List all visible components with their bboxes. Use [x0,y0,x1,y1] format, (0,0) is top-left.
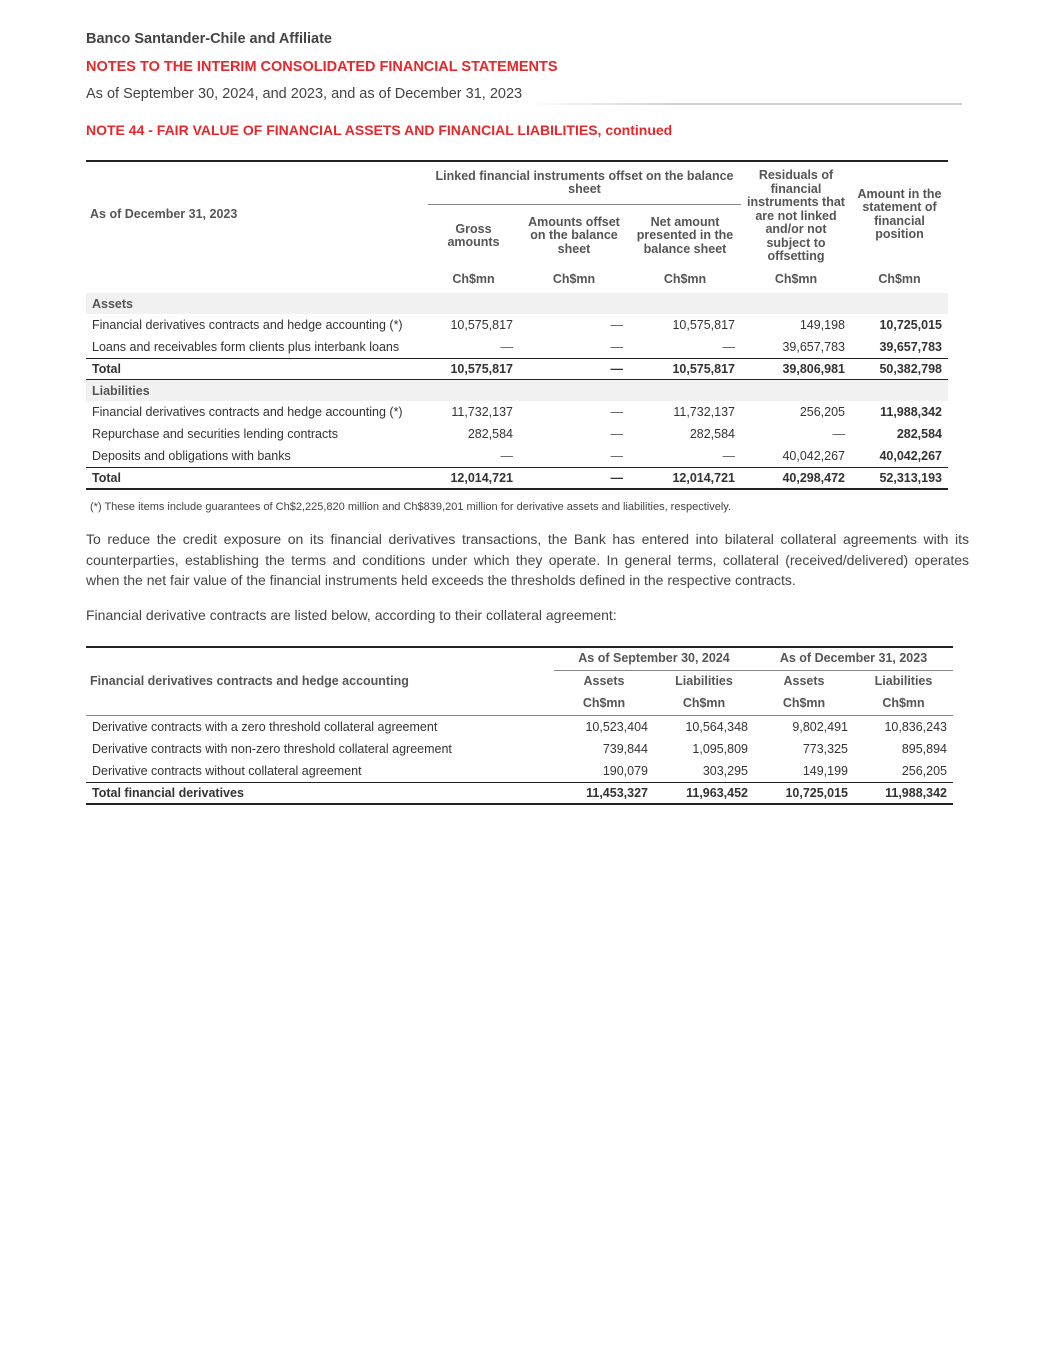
cell-assets-2023: 149,199 [802,764,848,778]
cell-assets-2023: 9,802,491 [792,720,848,734]
cell-net: 282,584 [689,427,735,441]
collateral-paragraph: To reduce the credit exposure on its financial derivatives transactions, the Bank has entered into bilateral collateral agreements with its counterparties, establishing the terms and conditions under which they operate. In general terms, collateral (received/delivered) operates when the net fair value of the financial instruments held exceeds the thresholds defined in the respective contracts. [86,531,969,588]
unit-label: Ch$mn [774,272,818,287]
cell-amount: 282,584 [896,427,942,441]
assets-total-row [86,359,948,380]
offset-table [86,160,948,490]
footnote: (*) These items include guarantees of Ch$2,225,820 million and Ch$839,201 million for derivative assets and liabilities, respectively. [90,501,731,513]
cell-offset: — [610,340,623,354]
section-label: Liabilities [86,380,428,402]
note-title: NOTE 44 - FAIR VALUE OF FINANCIAL ASSETS AND FINANCIAL LIABILITIES, continued [86,122,673,138]
table-row [86,314,948,336]
unit-label: Ch$mn [882,696,925,711]
cell-residual: 40,298,472 [741,468,851,490]
row-label: Financial derivatives contracts and hedge accounting (*) [92,318,403,332]
notes-title: NOTES TO THE INTERIM CONSOLIDATED FINANCIAL STATEMENTS [86,59,558,75]
cell-residual: 40,042,267 [782,449,845,463]
cell-liabilities-2023: 10,836,243 [884,720,947,734]
period-header-dec-2023: As of December 31, 2023 [754,647,953,671]
company-name: Banco Santander-Chile and Affiliate [86,31,332,47]
unit-label: Ch$mn [878,272,921,287]
col-net-header: Net amount presented in the balance sheet [636,214,734,256]
cell-amount: 10,725,015 [879,318,942,332]
row-label: Repurchase and securities lending contracts [92,427,338,441]
col-amount-header: Amount in the statement of financial position [857,186,942,241]
table-row [86,738,953,760]
col-assets-header: Assets [783,674,825,689]
row-label: Total financial derivatives [86,783,554,805]
cell-offset: — [610,405,623,419]
cell-assets-2023: 10,725,015 [754,783,854,805]
period-subtitle: As of September 30, 2024, and 2023, and as of December 31, 2023 [86,86,523,102]
table-row [86,445,948,468]
cell-amount: 50,382,798 [851,359,948,380]
table-row [86,423,948,445]
cell-offset: — [519,468,629,490]
cell-amount: 52,313,193 [851,468,948,490]
cell-gross: 12,014,721 [428,468,519,490]
cell-assets-2023: 773,325 [802,742,848,756]
cell-residual: 39,806,981 [741,359,851,380]
cell-net: 12,014,721 [629,468,741,490]
cell-offset: — [519,359,629,380]
offset-group-header: Linked financial instruments offset on the balance sheet [428,161,741,205]
cell-liabilities-2024: 11,963,452 [654,783,754,805]
cell-assets-2024: 190,079 [602,764,648,778]
col-liabilities-header: Liabilities [675,674,733,689]
col-residuals-header: Residuals of financial instruments that are not linked and/or not subject to offsetting [747,168,845,264]
cell-amount: 40,042,267 [879,449,942,463]
unit-label: Ch$mn [452,272,495,287]
cell-gross: 10,575,817 [428,359,519,380]
section-label: Assets [86,293,428,314]
cell-assets-2024: 739,844 [602,742,648,756]
cell-net: — [722,340,735,354]
col-offset-header: Amounts offset on the balance sheet [528,214,620,256]
row-label: Total [86,359,428,380]
row-label: Deposits and obligations with banks [92,449,291,463]
cell-liabilities-2023: 895,894 [901,742,947,756]
collateral-table-row-header: Financial derivatives contracts and hedge accounting [90,673,409,688]
row-label: Derivative contracts with non-zero threshold collateral agreement [92,742,452,756]
cell-liabilities-2023: 256,205 [901,764,947,778]
unit-label: Ch$mn [682,696,726,711]
row-label: Derivative contracts without collateral agreement [92,764,362,778]
cell-residual: — [832,427,845,441]
cell-gross: 11,732,137 [451,405,513,419]
cell-offset: — [610,449,623,463]
unit-label: Ch$mn [663,272,707,287]
table-row [86,401,948,423]
offset-table-row-header: As of December 31, 2023 [90,206,238,221]
cell-net: 10,575,817 [629,359,741,380]
cell-offset: — [610,318,623,332]
unit-label: Ch$mn [582,696,626,711]
cell-net: 11,732,137 [673,405,735,419]
liabilities-total-row [86,468,948,490]
table-row [86,760,953,783]
cell-residual: 256,205 [799,405,845,419]
cell-liabilities-2024: 1,095,809 [692,742,748,756]
cell-residual: 39,657,783 [782,340,845,354]
cell-residual: 149,198 [799,318,845,332]
collateral-table [86,646,953,805]
row-label: Loans and receivables form clients plus interbank loans [92,340,400,354]
cell-amount: 39,657,783 [879,340,942,354]
cell-amount: 11,988,342 [880,405,942,419]
cell-net: — [722,449,735,463]
col-liabilities-header: Liabilities [874,674,933,689]
cell-assets-2024: 10,523,404 [585,720,648,734]
cell-liabilities-2023: 11,988,342 [854,783,953,805]
header-divider [528,103,962,105]
liabilities-section-row [86,380,948,402]
cell-liabilities-2024: 10,564,348 [685,720,748,734]
cell-assets-2024: 11,453,327 [554,783,654,805]
table-row [86,336,948,359]
period-header-sep-2024: As of September 30, 2024 [554,647,754,671]
cell-gross: 282,584 [467,427,513,441]
assets-section-row [86,293,948,314]
cell-offset: — [610,427,623,441]
collateral-total-row [86,783,953,805]
collateral-intro: Financial derivative contracts are listed below, according to their collateral agreement: [86,607,617,623]
row-label: Financial derivatives contracts and hedge accounting (*) [92,405,403,419]
unit-label: Ch$mn [552,272,596,287]
cell-gross: — [500,340,513,354]
cell-liabilities-2024: 303,295 [702,764,748,778]
cell-gross: 10,575,817 [450,318,513,332]
unit-label: Ch$mn [782,696,826,711]
col-assets-header: Assets [583,674,625,689]
cell-net: 10,575,817 [672,318,735,332]
cell-gross: — [500,449,513,463]
table-row [86,716,953,739]
row-label: Derivative contracts with a zero threshold collateral agreement [92,720,438,734]
row-label: Total [86,468,428,490]
col-gross-header: Gross amounts [447,221,500,249]
